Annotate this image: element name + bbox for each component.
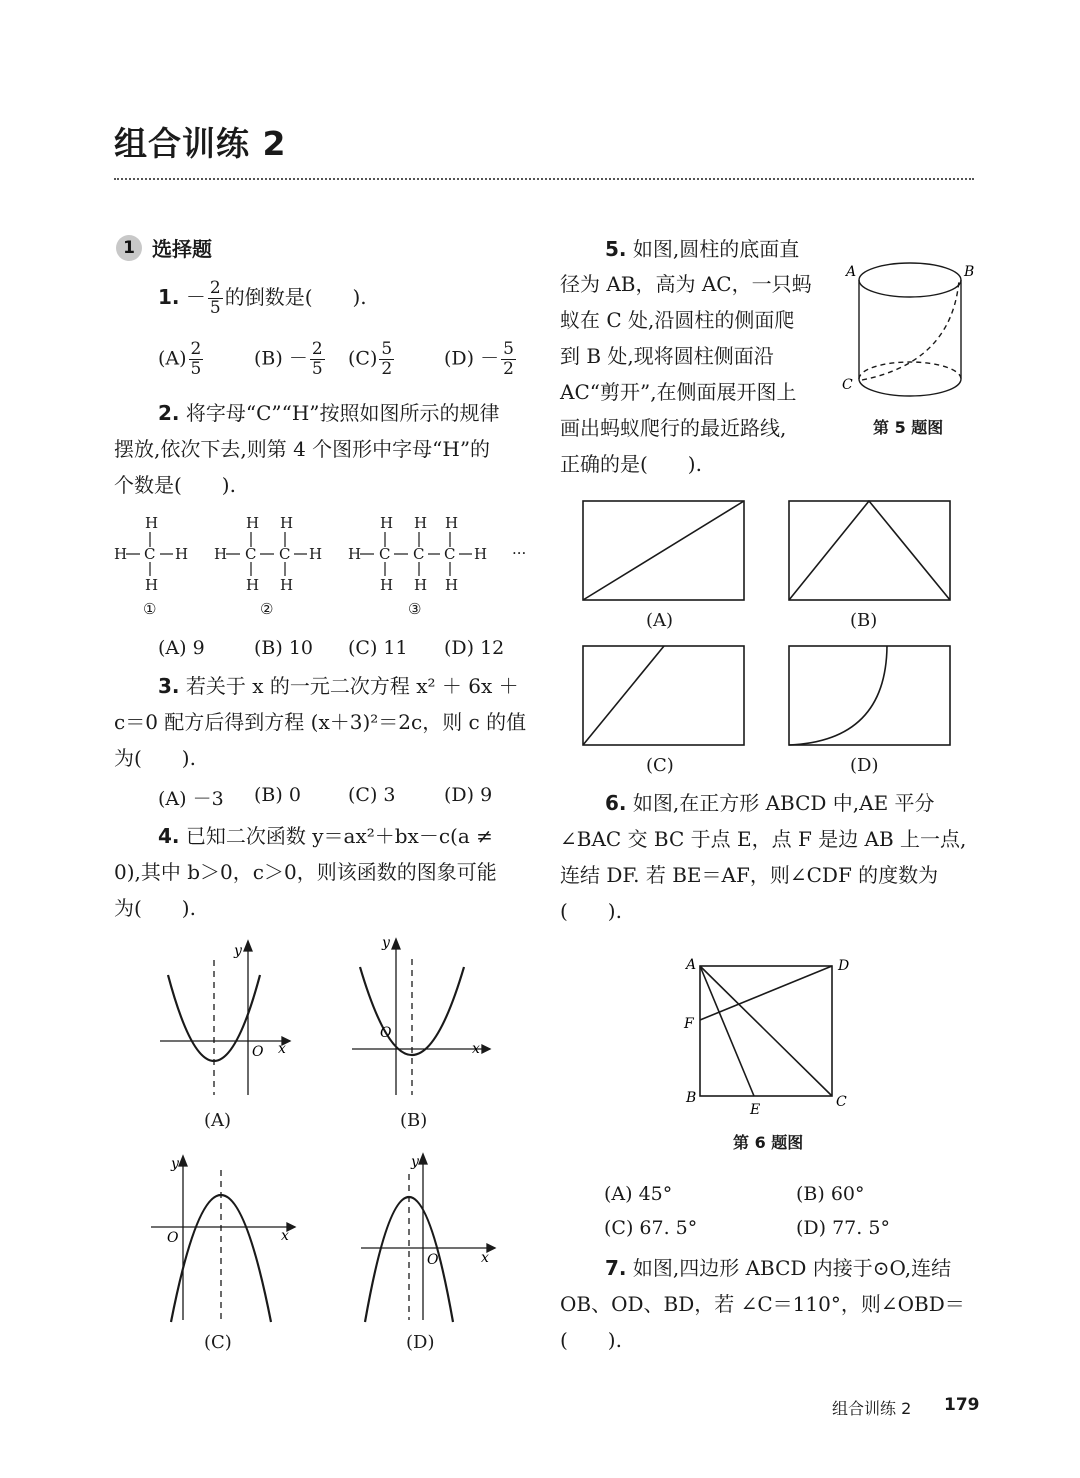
- origin-label: O: [427, 1252, 439, 1268]
- graph-b: [340, 935, 500, 1105]
- axis-x-label: x: [472, 1041, 480, 1057]
- q5-option-b-label: (B): [850, 610, 878, 631]
- graph-c-caption: (C): [204, 1332, 232, 1353]
- q5-option-d-figure: [788, 645, 952, 747]
- q5-option-c-label: (C): [646, 755, 674, 776]
- question-5-line-6: 画出蚂蚁爬行的最近路线,: [560, 416, 787, 440]
- fraction-sign: －: [185, 285, 206, 309]
- letter-h: H: [214, 545, 228, 563]
- question-6-option-d: (D) 77. 5°: [796, 1217, 890, 1239]
- title-divider: [114, 178, 974, 180]
- question-4-line-3: 为( ).: [114, 896, 196, 920]
- question-3-option-d: (D) 9: [444, 784, 493, 806]
- point-d-label: D: [838, 958, 850, 974]
- letter-c: C: [379, 545, 391, 563]
- question-number: 2.: [158, 401, 180, 425]
- figure-5-caption: 第 5 题图: [873, 418, 944, 437]
- figure-label-3: ③: [408, 600, 422, 618]
- axis-y-label: y: [411, 1154, 419, 1170]
- question-1-option-a: (A) $\frac{2}{5}$: [158, 339, 202, 379]
- point-b-label: B: [964, 264, 975, 280]
- letter-h: H: [414, 576, 428, 594]
- question-7-line-1: 7. 如图,四边形 ABCD 内接于⊙O,连结: [605, 1256, 952, 1280]
- question-number: 6.: [605, 791, 627, 815]
- question-2-option-a: (A) 9: [158, 637, 205, 659]
- fraction: $\frac{2}{5}$: [209, 278, 221, 318]
- cylinder-figure: [840, 252, 980, 402]
- q5-option-b-figure: [788, 500, 952, 602]
- origin-label: O: [380, 1025, 392, 1041]
- question-6-line-1: 6. 如图,在正方形 ABCD 中,AE 平分: [605, 791, 935, 815]
- q5-option-d-label: (D): [850, 755, 879, 776]
- ch-structure-figure: [110, 510, 540, 622]
- graph-b-caption: (B): [400, 1110, 428, 1131]
- letter-c: C: [413, 545, 425, 563]
- question-6-option-b: (B) 60°: [796, 1183, 865, 1205]
- letter-h: H: [145, 514, 159, 532]
- question-number: 5.: [605, 237, 627, 261]
- letter-h: H: [474, 545, 488, 563]
- question-3-line-1: 3. 若关于 x 的一元二次方程 x² ＋ 6x ＋: [158, 674, 519, 698]
- question-2-option-d: (D) 12: [444, 637, 505, 659]
- question-1-option-b: (B) － $\frac{2}{5}$: [254, 339, 323, 379]
- graph-a: [150, 935, 300, 1105]
- question-3-option-b: (B) 0: [254, 784, 301, 806]
- question-5-line-5: AC“剪开”,在侧面展开图上: [560, 380, 797, 404]
- axis-x-label: x: [278, 1041, 286, 1057]
- q5-option-a-label: (A): [646, 610, 674, 631]
- question-number: 4.: [158, 824, 180, 848]
- question-6-line-3: 连结 DF. 若 BE＝AF，则∠CDF 的度数为: [560, 863, 939, 887]
- section-title: 选择题: [152, 237, 212, 261]
- letter-h: H: [445, 514, 459, 532]
- letter-h: H: [246, 576, 260, 594]
- letter-h: H: [114, 545, 128, 563]
- question-7-line-3: ( ).: [560, 1328, 622, 1352]
- letter-h: H: [246, 514, 260, 532]
- question-6-line-2: ∠BAC 交 BC 于点 E，点 F 是边 AB 上一点,: [560, 827, 967, 851]
- point-a-label: A: [686, 957, 697, 973]
- question-5-line-2: 径为 AB，高为 AC，一只蚂: [560, 272, 812, 296]
- footer-chapter: 组合训练 2: [832, 1399, 912, 1418]
- question-number: 7.: [605, 1256, 627, 1280]
- axis-y-label: y: [382, 935, 390, 951]
- letter-h: H: [145, 576, 159, 594]
- graph-d: [355, 1150, 505, 1325]
- figure-label-2: ②: [260, 600, 274, 618]
- axis-y-label: y: [234, 943, 242, 959]
- letter-h: H: [380, 576, 394, 594]
- question-text: 的倒数是( ).: [224, 285, 367, 309]
- square-figure: [678, 950, 858, 1120]
- question-number: 1.: [158, 285, 180, 309]
- axis-y-label: y: [171, 1156, 179, 1172]
- axis-x-label: x: [281, 1228, 289, 1244]
- question-1-option-d: (D) － $\frac{5}{2}$: [444, 339, 514, 379]
- question-1-option-c: (C) $\frac{5}{2}$: [348, 339, 393, 379]
- question-2-line-2: 摆放,依次下去,则第 4 个图形中字母“H”的: [114, 437, 491, 461]
- question-3-option-a: (A) －3: [158, 788, 224, 810]
- question-6-line-4: ( ).: [560, 899, 622, 923]
- figure-label-1: ①: [143, 600, 157, 618]
- letter-c: C: [444, 545, 456, 563]
- question-number: 3.: [158, 674, 180, 698]
- letter-h: H: [280, 576, 294, 594]
- point-b-label: B: [686, 1090, 697, 1106]
- letter-h: H: [280, 514, 294, 532]
- graph-a-caption: (A): [204, 1110, 232, 1131]
- axis-x-label: x: [481, 1250, 489, 1266]
- origin-label: O: [167, 1230, 179, 1246]
- question-6-option-c: (C) 67. 5°: [604, 1217, 698, 1239]
- question-3-line-2: c＝0 配方后得到方程 (x＋3)²＝2c，则 c 的值: [114, 710, 527, 734]
- origin-label: O: [252, 1044, 264, 1060]
- section-number-badge: 1: [116, 235, 142, 261]
- letter-h: H: [445, 576, 459, 594]
- letter-h: H: [348, 545, 362, 563]
- ellipsis: ···: [512, 544, 527, 562]
- question-5-line-3: 蚁在 C 处,沿圆柱的侧面爬: [560, 308, 795, 332]
- figure-6-caption: 第 6 题图: [733, 1133, 804, 1152]
- letter-c: C: [144, 545, 156, 563]
- point-c-label: C: [836, 1094, 847, 1110]
- letter-c: C: [245, 545, 257, 563]
- q5-option-a-figure: [582, 500, 746, 602]
- question-5-line-1: 5. 如图,圆柱的底面直: [605, 237, 800, 261]
- question-4-line-1: 4. 已知二次函数 y＝ax²＋bx－c(a ≠: [158, 824, 493, 848]
- letter-h: H: [414, 514, 428, 532]
- question-1-stem: [158, 279, 367, 318]
- point-f-label: F: [684, 1016, 694, 1032]
- graph-d-caption: (D): [406, 1332, 435, 1353]
- letter-h: H: [380, 514, 394, 532]
- graph-c: [145, 1150, 305, 1325]
- letter-h: H: [309, 545, 323, 563]
- point-c-label: C: [842, 377, 853, 393]
- question-2-option-c: (C) 11: [348, 637, 408, 659]
- question-7-line-2: OB、OD、BD，若 ∠C＝110°，则∠OBD＝: [560, 1292, 965, 1316]
- point-e-label: E: [750, 1102, 761, 1118]
- q5-option-c-figure: [582, 645, 746, 747]
- question-3-line-3: 为( ).: [114, 746, 196, 770]
- question-5-line-4: 到 B 处,现将圆柱侧面沿: [560, 344, 774, 368]
- page-number: 179: [944, 1395, 980, 1415]
- question-5-line-7: 正确的是( ).: [560, 452, 702, 476]
- question-2-line-1: 2. 将字母“C”“H”按照如图所示的规律: [158, 401, 500, 425]
- question-4-line-2: 0),其中 b＞0，c＞0，则该函数的图象可能: [114, 860, 497, 884]
- page-title: 组合训练 2: [114, 124, 287, 163]
- letter-h: H: [175, 545, 189, 563]
- question-6-option-a: (A) 45°: [604, 1183, 673, 1205]
- question-3-option-c: (C) 3: [348, 784, 396, 806]
- question-2-line-3: 个数是( ).: [114, 473, 236, 497]
- point-a-label: A: [846, 264, 857, 280]
- letter-c: C: [279, 545, 291, 563]
- question-2-option-b: (B) 10: [254, 637, 314, 659]
